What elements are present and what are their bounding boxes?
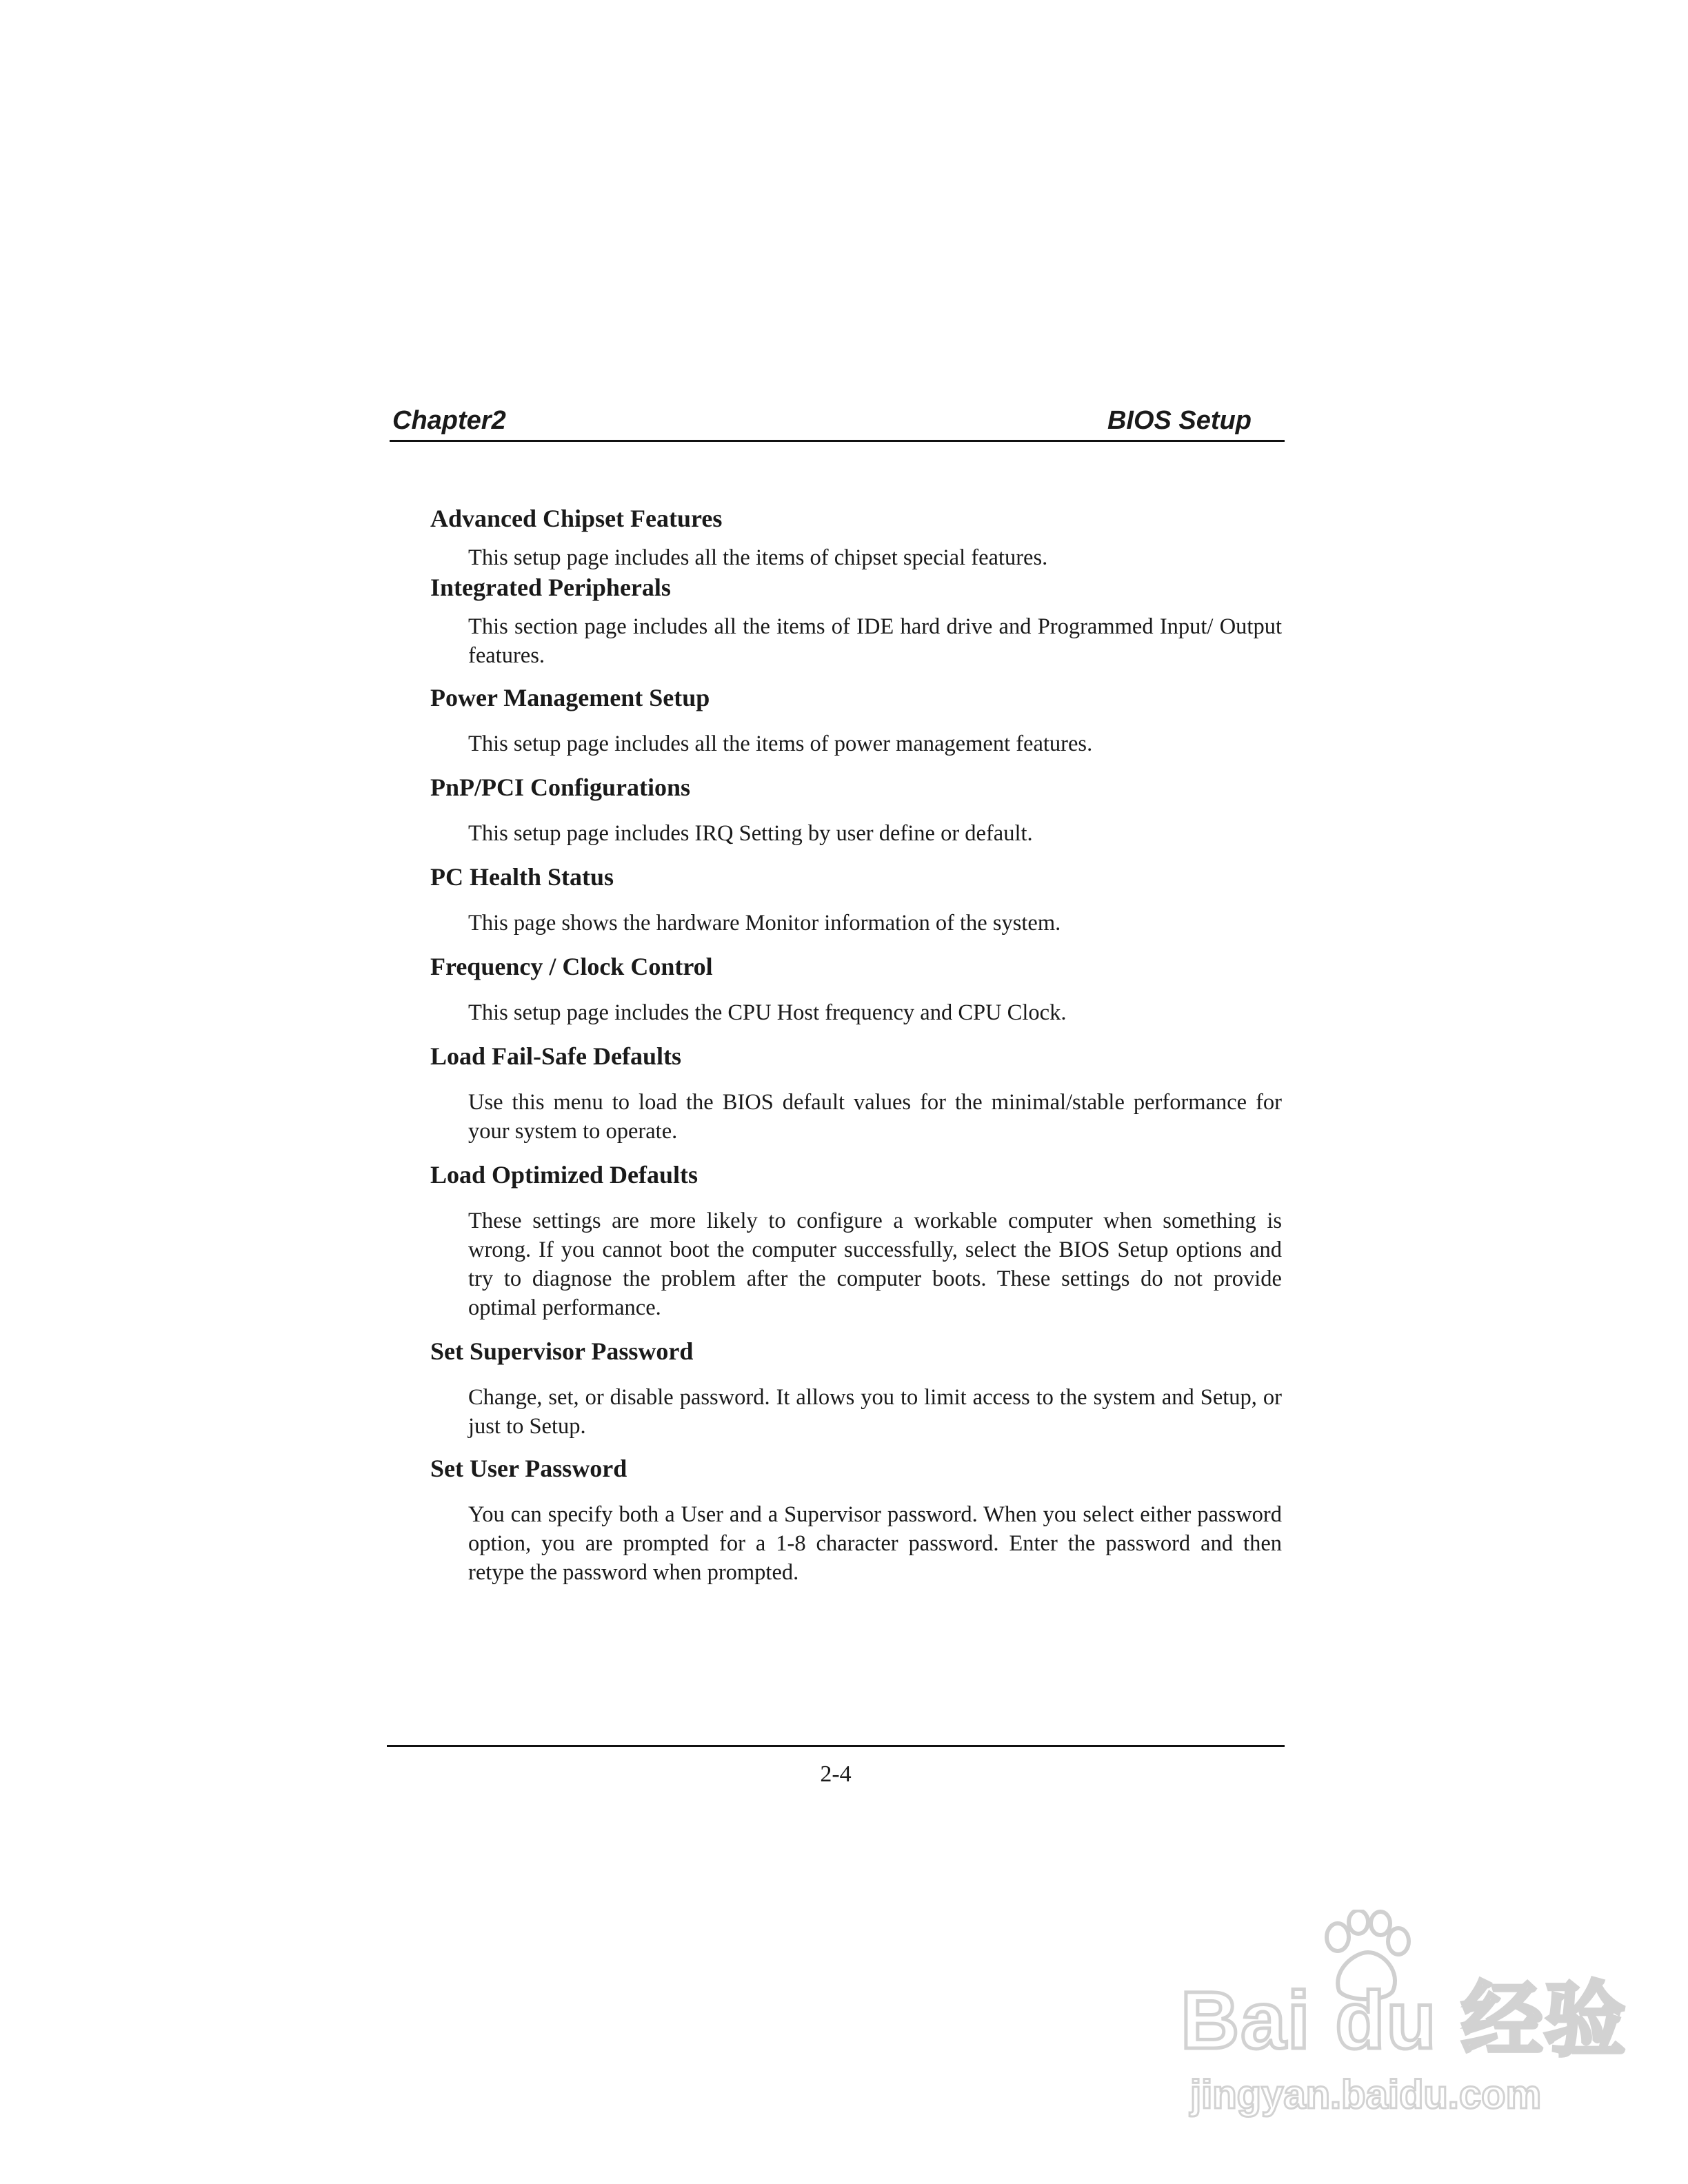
section-body-pnp-pci: This setup page includes IRQ Setting by user define or default. <box>468 821 1033 846</box>
section-title-advanced-chipset: Advanced Chipset Features <box>430 505 723 532</box>
page-number: 2-4 <box>820 1761 852 1787</box>
section-body-user-password: You can specify both a User and a Supervisor password. When you select either password option, you are prompted for a 1-8 character password. Enter the password and then retype the password when prompted. <box>468 1502 1282 1585</box>
section-title-pc-health: PC Health Status <box>430 863 614 891</box>
section-title-power-management: Power Management Setup <box>430 684 710 711</box>
baidu-watermark <box>1180 1910 1627 2130</box>
section-body-frequency-clock: This setup page includes the CPU Host frequency and CPU Clock. <box>468 1000 1067 1025</box>
chapter-label: Chapter2 <box>392 406 506 435</box>
header-title: BIOS Setup <box>1107 406 1252 435</box>
section-title-load-optimized: Load Optimized Defaults <box>430 1161 699 1189</box>
section-title-user-password: Set User Password <box>430 1455 627 1482</box>
watermark-url: jingyan.baidu.com <box>1190 2072 1542 2117</box>
page-header <box>390 405 1285 442</box>
section-title-supervisor-password: Set Supervisor Password <box>430 1337 694 1365</box>
section-body-load-optimized: These settings are more likely to configure a workable computer when something is wrong. If you cannot boot the computer successfully, select the BIOS Setup options and try to diagnose the problem after the computer boots. These settings do not provide optimal performance. <box>468 1209 1282 1320</box>
section-body-integrated-peripherals: This section page includes all the items of IDE hard drive and Programmed Input/ Output features. <box>468 614 1282 668</box>
section-title-integrated-peripherals: Integrated Peripherals <box>430 574 671 601</box>
footer-rule <box>387 1745 1285 1747</box>
section-body-power-management: This setup page includes all the items of power management features. <box>468 731 1093 756</box>
section-body-load-fail-safe: Use this menu to load the BIOS default values for the minimal/stable performance for your system to operate. <box>468 1090 1282 1144</box>
section-body-pc-health: This page shows the hardware Monitor information of the system. <box>468 911 1061 936</box>
section-title-frequency-clock: Frequency / Clock Control <box>430 953 713 980</box>
watermark-logo-text: Bai du 经验 <box>1180 1975 1627 2066</box>
section-body-advanced-chipset: This setup page includes all the items of chipset special features. <box>468 545 1048 570</box>
section-body-supervisor-password: Change, set, or disable password. It allows you to limit access to the system and Setup, or just to Setup. <box>468 1385 1282 1439</box>
section-title-load-fail-safe: Load Fail-Safe Defaults <box>430 1042 681 1070</box>
section-title-pnp-pci: PnP/PCI Configurations <box>430 774 691 801</box>
